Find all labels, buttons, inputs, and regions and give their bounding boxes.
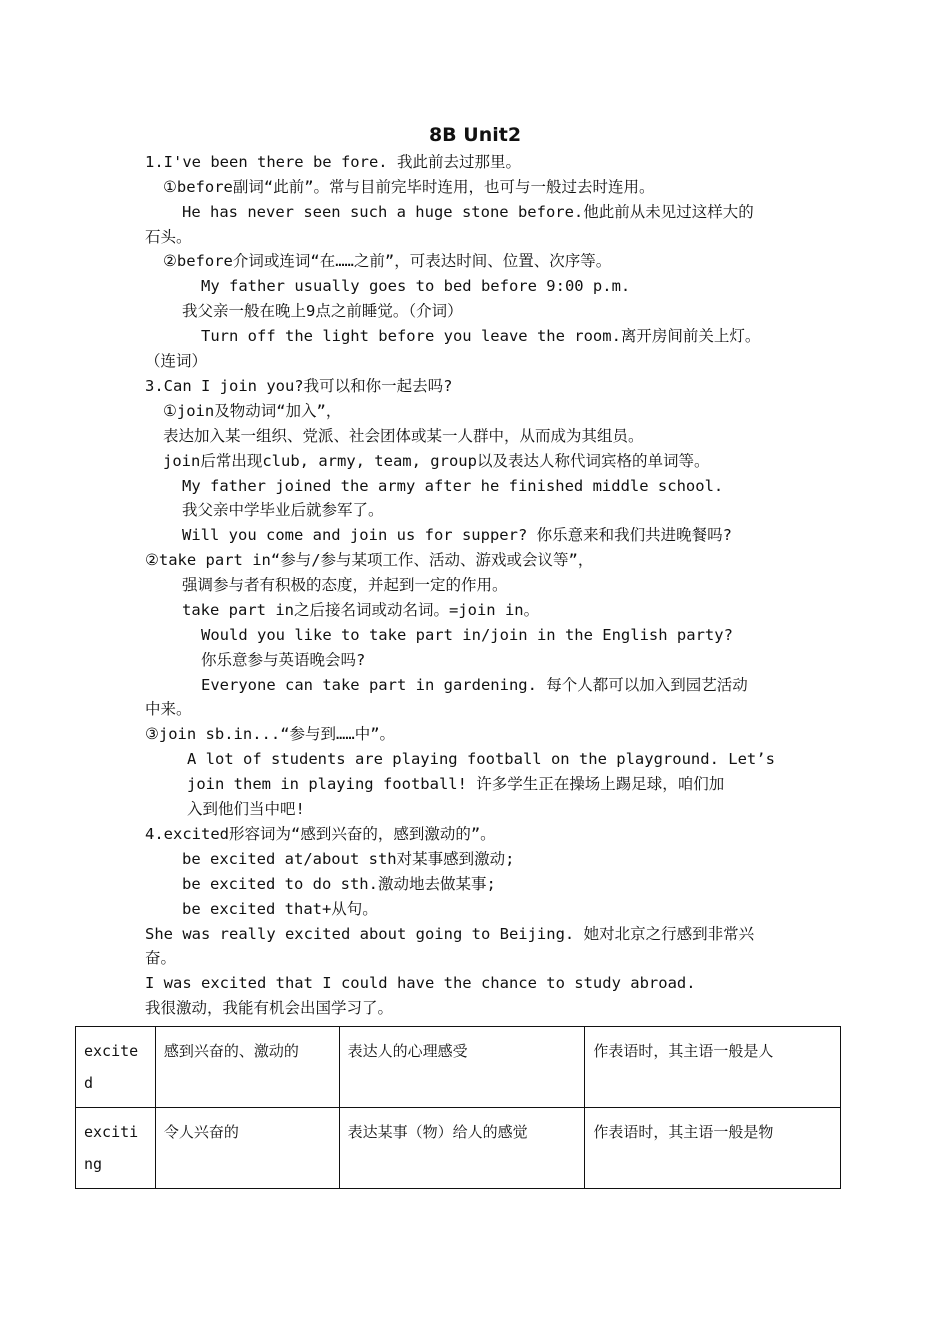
table-cell: 感到兴奋的、激动的 (155, 1027, 339, 1108)
text-line: 你乐意参与英语晚会吗? (201, 651, 366, 669)
text-line: 4.excited形容词为“感到兴奋的，感到激动的”。 (145, 825, 496, 843)
text-line: I was excited that I could have the chance to study abroad. (145, 974, 696, 992)
text-line: take part in之后接名词或动名词。=join in。 (182, 601, 540, 619)
text-line: Will you come and join us for supper? 你乐意来和我们共进晚餐吗? (182, 526, 732, 544)
text-line: He has never seen such a huge stone before.他此前从未见过这样大的 (182, 203, 754, 221)
text-line: 我父亲中学毕业后就参军了。 (182, 501, 384, 519)
table-cell: 作表语时，其主语一般是物 (585, 1108, 841, 1189)
text-line: 入到他们当中吧! (187, 800, 305, 818)
text-line: 石头。 (145, 228, 192, 246)
table-cell: exciting (76, 1108, 156, 1189)
text-line: 3.Can I join you?我可以和你一起去吗? (145, 377, 453, 395)
table-cell: 作表语时，其主语一般是人 (585, 1027, 841, 1108)
text-line: My father usually goes to bed before 9:00 p.m. (201, 277, 631, 295)
table-cell: 表达人的心理感受 (339, 1027, 585, 1108)
text-line: ②before介词或连词“在……之前”，可表达时间、位置、次序等。 (163, 252, 612, 270)
text-line: be excited that+从句。 (182, 900, 378, 918)
text-line: ①join及物动词“加入”， (163, 402, 342, 420)
table-row (76, 1108, 841, 1189)
text-line: ③join sb.in...“参与到……中”。 (145, 725, 396, 743)
text-line: join后常出现club, army, team, group以及表达人称代词宾格的单词等。 (163, 452, 710, 470)
text-line: Turn off the light before you leave the room.离开房间前关上灯。 (201, 327, 761, 345)
page-title: 8B Unit2 (428, 124, 522, 146)
table-row (76, 1027, 841, 1108)
text-line: 1.I've been there be fore. 我此前去过那里。 (145, 153, 521, 171)
text-line: be excited at/about sth对某事感到激动; (182, 850, 515, 868)
text-line: ①before副词“此前”。常与目前完毕时连用，也可与一般过去时连用。 (163, 178, 655, 196)
text-line: Would you like to take part in/join in the English party? (201, 626, 733, 644)
comparison-table (75, 1026, 841, 1189)
text-line: 强调参与者有积极的态度，并起到一定的作用。 (182, 576, 508, 594)
text-line: 表达加入某一组织、党派、社会团体或某一人群中，从而成为其组员。 (163, 427, 644, 445)
text-line: My father joined the army after he finished middle school. (182, 477, 724, 495)
table-cell: 令人兴奋的 (155, 1108, 339, 1189)
text-line: 中来。 (145, 700, 192, 718)
text-line: 我很激动，我能有机会出国学习了。 (145, 999, 394, 1017)
text-line: A lot of students are playing football on the playground. Let’s (187, 750, 775, 768)
text-line: join them in playing football! 许多学生正在操场上踢足球，咱们加 (187, 775, 725, 793)
text-line: She was really excited about going to Beijing. 她对北京之行感到非常兴 (145, 925, 755, 943)
text-line: Everyone can take part in gardening. 每个人都可以加入到园艺活动 (201, 676, 748, 694)
table-cell: excited (76, 1027, 156, 1108)
text-line: （连词） (145, 352, 208, 370)
text-line: be excited to do sth.激动地去做某事; (182, 875, 496, 893)
text-line: 奋。 (145, 949, 177, 967)
text-line: 我父亲一般在晚上9点之前睡觉。（介词） (182, 302, 463, 320)
table-cell: 表达某事（物）给人的感觉 (339, 1108, 585, 1189)
text-line: ②take part in“参与/参与某项工作、活动、游戏或会议等”， (145, 551, 594, 569)
